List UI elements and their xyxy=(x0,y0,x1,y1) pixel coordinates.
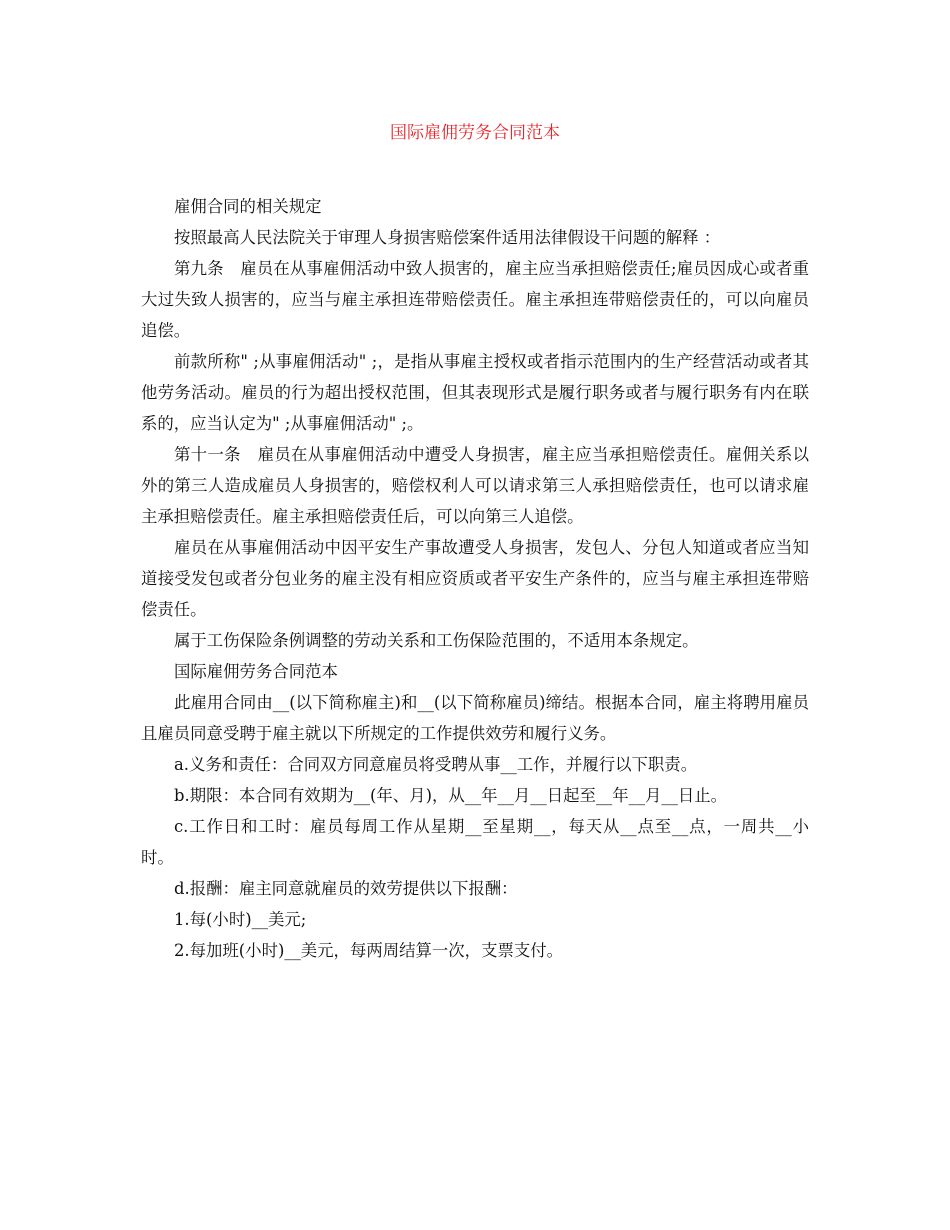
document-title: 国际雇佣劳务合同范本 xyxy=(390,123,560,143)
paragraph: 前款所称" ;从事雇佣活动" ;，是指从事雇主授权或者指示范围内的生产经营活动或者其他劳务活动。雇员的行为超出授权范围，但其表现形式是履行职务或者与履行职务有内在联系的，应当认定为" ;从事雇佣活动" ;。 xyxy=(141,352,809,433)
paragraph: 雇员在从事雇佣活动中因平安生产事故遭受人身损害，发包人、分包人知道或者应当知道接受发包或者分包业务的雇主没有相应资质或者平安生产条件的，应当与雇主承担连带赔偿责任。 xyxy=(141,538,809,619)
paragraph: 此雇用合同由__(以下简称雇主)和__(以下简称雇员)缔结。根据本合同，雇主将聘用雇员且雇员同意受聘于雇主就以下所规定的工作提供效劳和履行义务。 xyxy=(141,693,809,743)
paragraph: 2.每加班(小时)__美元，每两周结算一次，支票支付。 xyxy=(174,941,564,960)
paragraph: 国际雇佣劳务合同范本 xyxy=(174,662,338,681)
paragraph: 1.每(小时)__美元; xyxy=(174,910,307,929)
paragraph: b.期限：本合同有效期为__(年、月)，从__年__月__日起至__年__月__日止。 xyxy=(174,786,727,805)
paragraph: 第十一条 雇员在从事雇佣活动中遭受人身损害，雇主应当承担赔偿责任。雇佣关系以外的第三人造成雇员人身损害的，赔偿权利人可以请求第三人承担赔偿责任，也可以请求雇主承担赔偿责任。雇主承担赔偿责任后，可以向第三人追偿。 xyxy=(141,445,809,526)
paragraph: a.义务和责任：合同双方同意雇员将受聘从事__工作，并履行以下职责。 xyxy=(174,755,698,774)
paragraph: 雇佣合同的相关规定 xyxy=(174,197,322,216)
paragraph: 属于工伤保险条例调整的劳动关系和工伤保险范围的，不适用本条规定。 xyxy=(174,631,699,650)
paragraph: d.报酬：雇主同意就雇员的效劳提供以下报酬： xyxy=(174,879,518,898)
paragraph: 第九条 雇员在从事雇佣活动中致人损害的，雇主应当承担赔偿责任;雇员因成心或者重大过失致人损害的，应当与雇主承担连带赔偿责任。雇主承担连带赔偿责任的，可以向雇员追偿。 xyxy=(141,259,809,340)
paragraph: c.工作日和工时：雇员每周工作从星期__至星期__，每天从__点至__点，一周共__小时。 xyxy=(141,817,809,867)
paragraph: 按照最高人民法院关于审理人身损害赔偿案件适用法律假设干问题的解释 ： xyxy=(174,228,721,247)
document-body xyxy=(141,191,809,966)
